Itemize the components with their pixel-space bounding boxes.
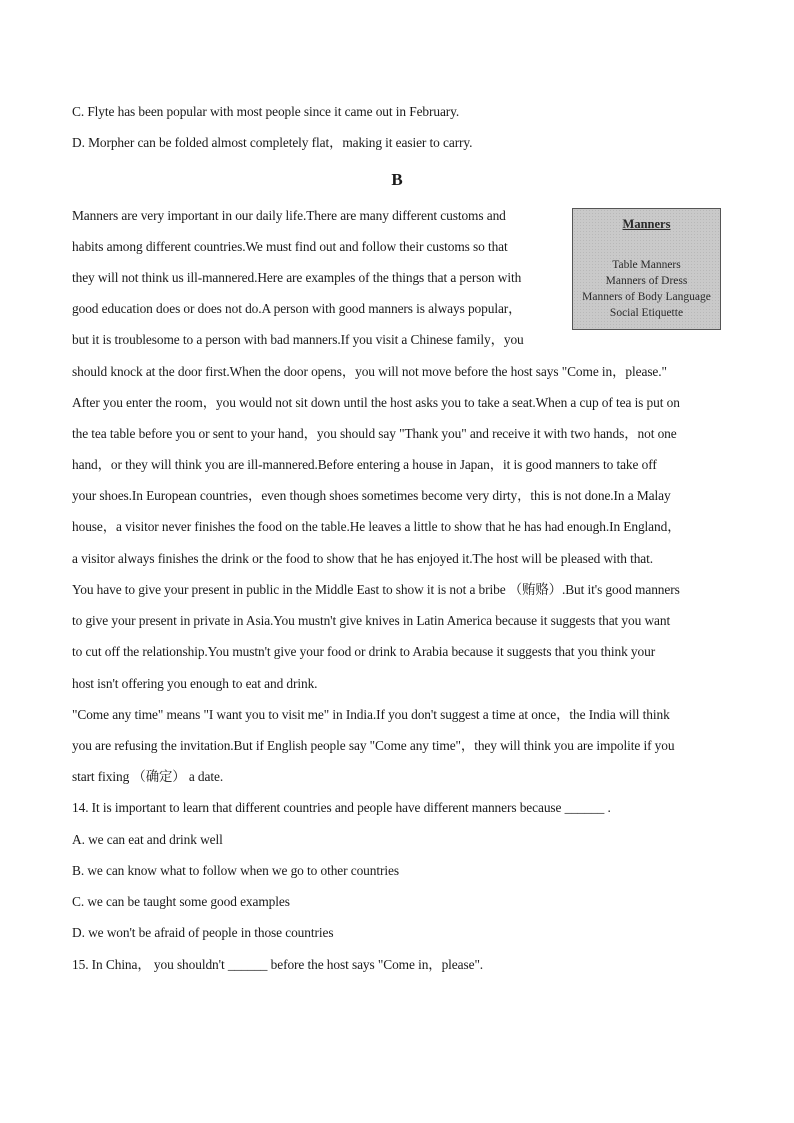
figure-item: Social Etiquette: [609, 307, 684, 319]
question-14-option-b: B. we can know what to follow when we go to other countries: [72, 863, 399, 878]
passage-line: Manners are very important in our daily life.There are many different customs and: [72, 208, 506, 223]
passage-line: but it is troublesome to a person with bad manners.If you visit a Chinese family，you: [72, 332, 524, 347]
passage-line: house，a visitor never finishes the food on the table.He leaves a little to show that he has had enough.In England，: [72, 519, 681, 534]
passage-line: to cut off the relationship.You mustn't give your food or drink to Arabia because it suggests that you think your: [72, 644, 656, 659]
passage-line: habits among different countries.We must find out and follow their customs so that: [72, 239, 508, 254]
passage-line: you are refusing the invitation.But if English people say "Come any time"，they will think you are impolite if you: [72, 738, 675, 753]
option-d-previous: D. Morpher can be folded almost completely flat，making it easier to carry.: [72, 135, 473, 150]
passage-line: they will not think us ill-mannered.Here are examples of the things that a person with: [72, 270, 522, 285]
passage-line: After you enter the room，you would not sit down until the host asks you to take a seat.When a cup of tea is put on: [72, 395, 680, 410]
passage-line: "Come any time" means "I want you to visit me" in India.If you don't suggest a time at once，the India will think: [72, 707, 670, 722]
figure-item: Table Manners: [612, 259, 681, 271]
manners-figure: [572, 208, 721, 330]
option-c-previous: C. Flyte has been popular with most people since it came out in February.: [72, 104, 460, 119]
figure-title: Manners: [622, 217, 671, 231]
passage-line: start fixing （确定） a date.: [72, 769, 224, 784]
passage-line: a visitor always finishes the drink or the food to show that he has enjoyed it.The host will be pleased with that.: [72, 551, 654, 566]
figure-item: Manners of Dress: [605, 275, 688, 287]
passage-line: host isn't offering you enough to eat and drink.: [72, 676, 318, 691]
question-14-option-d: D. we won't be afraid of people in those countries: [72, 925, 334, 940]
question-14-option-a: A. we can eat and drink well: [72, 832, 223, 847]
passage-line: hand，or they will think you are ill-mannered.Before entering a house in Japan，it is good manners to take off: [72, 457, 657, 472]
section-heading: B: [391, 170, 403, 189]
passage-line: You have to give your present in public in the Middle East to show it is not a bribe （贿赂）.But it's good manners: [72, 582, 680, 597]
passage-line: the tea table before you or sent to your hand，you should say "Thank you" and receive it with two hands，not one: [72, 426, 677, 441]
question-14-stem: 14. It is important to learn that different countries and people have different manners because ______ .: [72, 800, 611, 815]
passage-line: should knock at the door first.When the door opens，you will not move before the host says "Come in，please.": [72, 364, 667, 379]
figure-item: Manners of Body Language: [582, 291, 711, 303]
passage-line: good education does or does not do.A person with good manners is always popular，: [72, 301, 522, 316]
question-14-option-c: C. we can be taught some good examples: [72, 894, 290, 909]
passage-line: your shoes.In European countries，even though shoes sometimes become very dirty，this is not done.In a Malay: [72, 488, 671, 503]
question-15-stem: 15. In China， you shouldn't ______ before the host says "Come in，please".: [72, 957, 484, 972]
passage-line: to give your present in private in Asia.You mustn't give knives in Latin America because it suggests that you want: [72, 613, 671, 628]
